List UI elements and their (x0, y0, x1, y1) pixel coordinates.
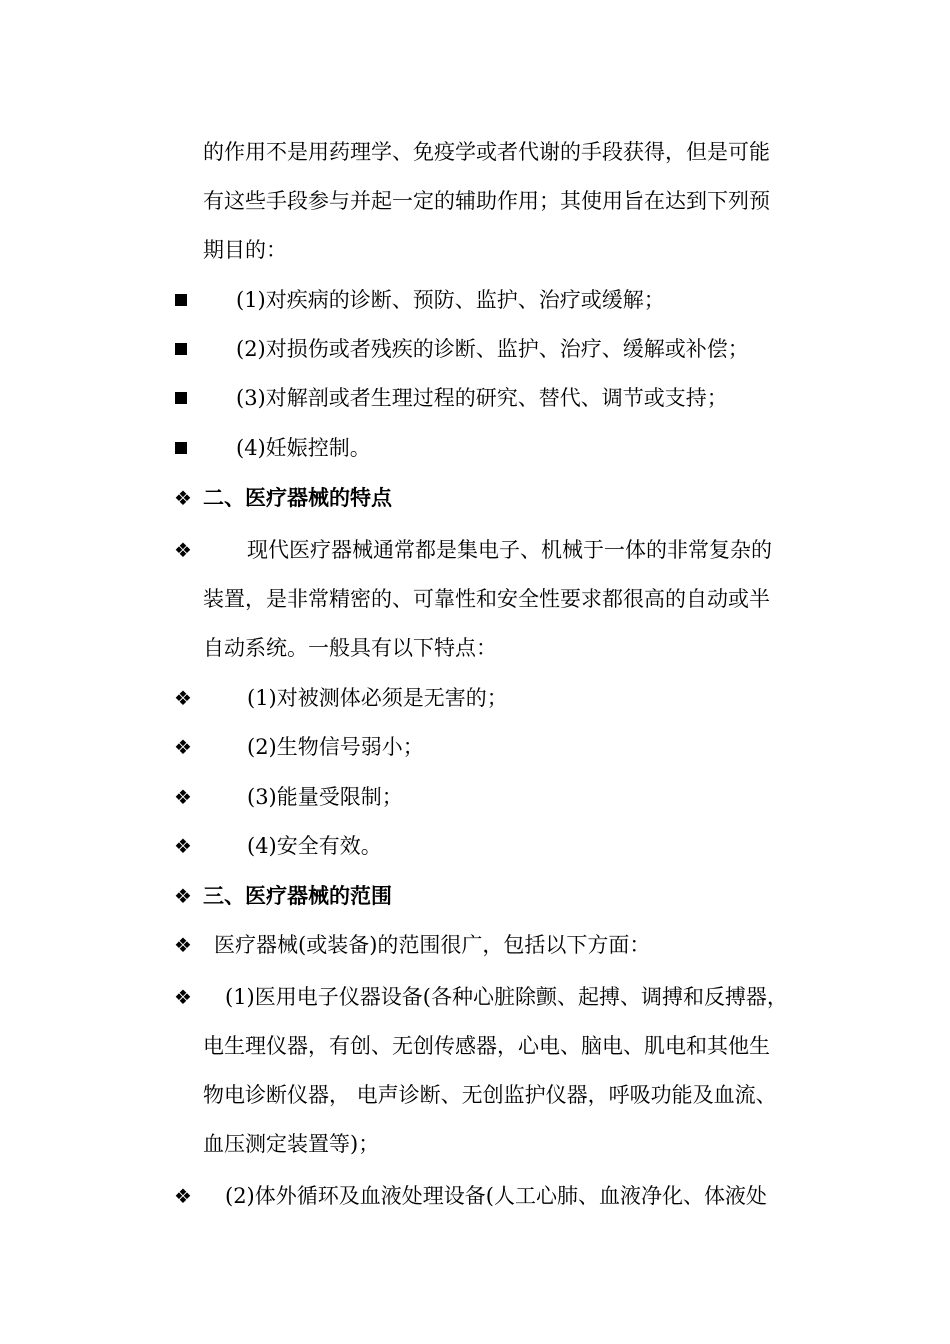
list-item-purpose-4: (4)妊娠控制。 (236, 436, 371, 460)
list-item-feature-2: (2)生物信号弱小； (247, 735, 424, 759)
diamond-bullet-icon: ❖ (174, 538, 192, 562)
square-bullet-icon (175, 343, 187, 355)
diamond-bullet-icon: ❖ (174, 834, 192, 858)
list-item-feature-3: (3)能量受限制； (247, 785, 403, 809)
list-item-purpose-3: (3)对解剖或者生理过程的研究、替代、调节或支持； (236, 386, 728, 410)
text-line-1: 的作用不是用药理学、免疫学或者代谢的手段获得，但是可能 (203, 140, 770, 164)
diamond-bullet-icon: ❖ (174, 933, 192, 957)
list-item-scope-1-cont-3: 血压测定装置等)； (203, 1132, 380, 1156)
text-line-2: 有这些手段参与并起一定的辅助作用；其使用旨在达到下列预 (203, 189, 770, 213)
square-bullet-icon (175, 392, 187, 404)
section-heading-scope: 三、医疗器械的范围 (203, 884, 392, 908)
list-item-scope-1-cont-1: 电生理仪器，有创、无创传感器，心电、脑电、肌电和其他生 (203, 1034, 770, 1058)
diamond-bullet-icon: ❖ (174, 686, 192, 710)
list-item-purpose-1: (1)对疾病的诊断、预防、监护、治疗或缓解； (236, 288, 665, 312)
list-item-scope-1: (1)医用电子仪器设备(各种心脏除颤、起搏、调搏和反搏器， (225, 985, 788, 1009)
square-bullet-icon (175, 442, 187, 454)
diamond-bullet-icon: ❖ (174, 985, 192, 1009)
list-item-purpose-2: (2)对损伤或者残疾的诊断、监护、治疗、缓解或补偿； (236, 337, 749, 361)
text-line-3: 期目的： (203, 238, 287, 262)
diamond-bullet-icon: ❖ (174, 884, 192, 908)
square-bullet-icon (175, 294, 187, 306)
list-item-feature-4: (4)安全有效。 (247, 834, 382, 858)
diamond-bullet-icon: ❖ (174, 785, 192, 809)
text-line-features-1: 现代医疗器械通常都是集电子、机械于一体的非常复杂的 (247, 538, 772, 562)
text-line-features-3: 自动系统。一般具有以下特点： (203, 636, 497, 660)
text-line-features-2: 装置，是非常精密的、可靠性和安全性要求都很高的自动或半 (203, 587, 770, 611)
text-line-scope-intro: 医疗器械(或装备)的范围很广，包括以下方面： (214, 933, 651, 957)
diamond-bullet-icon: ❖ (174, 1184, 192, 1208)
section-heading-features: 二、医疗器械的特点 (203, 486, 392, 510)
diamond-bullet-icon: ❖ (174, 735, 192, 759)
list-item-scope-2: (2)体外循环及血液处理设备(人工心肺、血液净化、体液处 (225, 1184, 767, 1208)
diamond-bullet-icon: ❖ (174, 486, 192, 510)
list-item-feature-1: (1)对被测体必须是无害的； (247, 686, 508, 710)
list-item-scope-1-cont-2: 物电诊断仪器， 电声诊断、无创监护仪器，呼吸功能及血流、 (203, 1083, 777, 1107)
